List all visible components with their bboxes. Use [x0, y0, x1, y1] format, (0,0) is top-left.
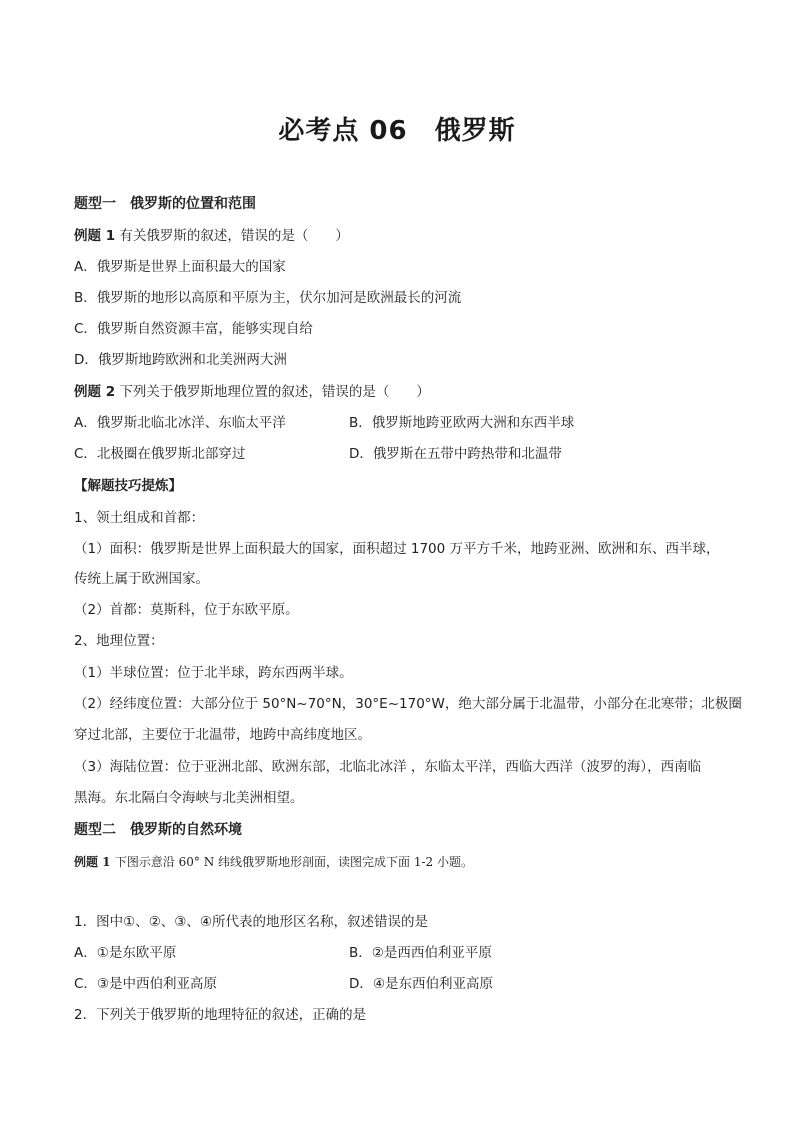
section-heading-1: 题型一 俄罗斯的位置和范围	[74, 196, 256, 212]
tip-line: （1）半球位置：位于北半球，跨东西两半球。	[74, 665, 353, 681]
example-label: 例题 1	[74, 228, 116, 244]
option-a: A．俄罗斯北临北冰洋、东临太平洋	[74, 415, 286, 431]
example-2-question	[74, 382, 430, 402]
option-b: B．②是西西伯利亚平原	[349, 945, 492, 961]
tip-line: 穿过北部，主要位于北温带，地跨中高纬度地区。	[74, 727, 371, 743]
question-text: 下列关于俄罗斯地理位置的叙述，错误的是（ ）	[119, 384, 430, 400]
tip-line: （1）面积：俄罗斯是世界上面积最大的国家，面积超过 1700 万平方千米，地跨亚洲、欧洲和东、西半球，	[74, 541, 720, 557]
page-title: 必考点 06 俄罗斯	[278, 116, 516, 146]
tip-line: 传统上属于欧洲国家。	[74, 571, 209, 587]
option-a: A．①是东欧平原	[74, 945, 177, 961]
section-heading-2: 题型二 俄罗斯的自然环境	[74, 822, 242, 838]
option-c: C．俄罗斯自然资源丰富，能够实现自给	[74, 321, 313, 337]
option-c: C．③是中西伯利亚高原	[74, 976, 218, 992]
option-b: B．俄罗斯的地形以高原和平原为主，伏尔加河是欧洲最长的河流	[74, 290, 462, 306]
example-1-question	[74, 226, 349, 246]
option-d: D．俄罗斯地跨欧洲和北美洲两大洲	[74, 352, 287, 368]
tip-line: 1、领土组成和首都：	[74, 510, 205, 526]
tip-line: （3）海陆位置：位于亚洲北部、欧洲东部，北临北冰洋 ，东临太平洋，西临大西洋（波罗的海），西南临	[74, 759, 702, 775]
tip-line: （2）首都：莫斯科，位于东欧平原。	[74, 602, 299, 618]
example-label: 例题 1	[74, 855, 111, 869]
tip-line: 2、地理位置：	[74, 633, 164, 649]
question-2: 2．下列关于俄罗斯的地理特征的叙述，正确的是	[74, 1007, 367, 1023]
question-text: 下图示意沿 60° N 纬线俄罗斯地形剖面，读图完成下面 1-2 小题。	[114, 855, 473, 869]
option-d: D．④是东西伯利亚高原	[349, 976, 493, 992]
option-c: C．北极圈在俄罗斯北部穿过	[74, 446, 246, 462]
example-label: 例题 2	[74, 384, 116, 400]
question-1: 1．图中①、②、③、④所代表的地形区名称，叙述错误的是	[74, 914, 428, 930]
tip-line: （2）经纬度位置：大部分位于 50°N~70°N，30°E~170°W，绝大部分属于北温带，小部分在北寒带；北极圈	[74, 696, 742, 712]
example-1-question	[74, 852, 473, 872]
option-d: D．俄罗斯在五带中跨热带和北温带	[349, 446, 562, 462]
question-text: 有关俄罗斯的叙述，错误的是（ ）	[119, 228, 349, 244]
option-a: A．俄罗斯是世界上面积最大的国家	[74, 259, 286, 275]
tips-heading: 【解题技巧提炼】	[74, 478, 182, 494]
tip-line: 黑海。东北隔白令海峡与北美洲相望。	[74, 790, 304, 806]
option-b: B．俄罗斯地跨亚欧两大洲和东西半球	[349, 415, 575, 431]
